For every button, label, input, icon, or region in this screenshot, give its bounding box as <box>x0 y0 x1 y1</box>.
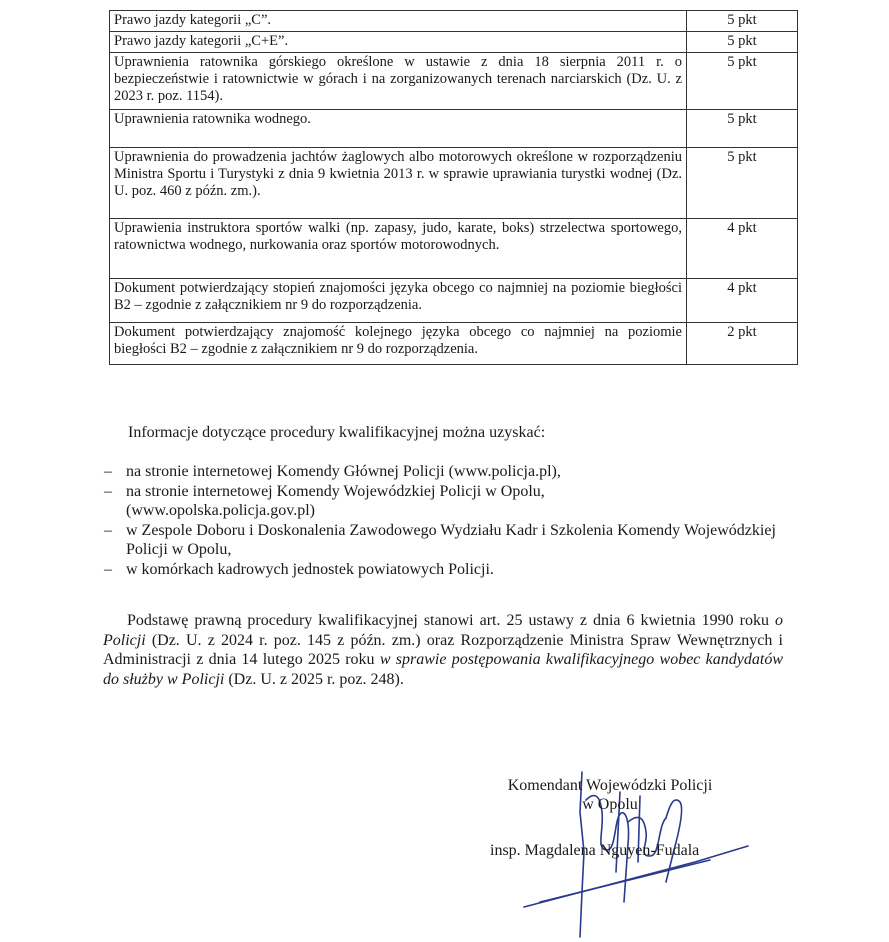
list-item <box>104 560 784 580</box>
qualification-points: 4 pkt <box>687 219 798 279</box>
list-dash: – <box>104 560 112 578</box>
qualifications-table <box>109 10 798 365</box>
table-row <box>110 53 798 110</box>
qualification-points: 5 pkt <box>687 148 798 219</box>
info-sources-list <box>104 462 784 579</box>
qualification-description: Uprawienia instruktora sportów walki (np. zapasy, judo, karate, boks) strzelectwa sportowego, ratownictwa wodnego, nurkowania oraz sportów motorowodnych. <box>110 219 687 279</box>
qualification-description: Uprawnienia ratownika wodnego. <box>110 110 687 148</box>
list-dash: – <box>104 521 112 539</box>
list-dash: – <box>104 463 112 480</box>
qualification-points: 5 pkt <box>687 11 798 32</box>
qualification-description: Prawo jazdy kategorii „C”. <box>110 11 687 32</box>
table-row <box>110 11 798 32</box>
qualification-description: Uprawnienia do prowadzenia jachtów żaglowych albo motorowych określone w rozporządzeniu Ministra Sportu i Turystyki z dnia 9 kwietnia 2013 r. w sprawie uprawiania turystki wodnej (Dz. U. poz. 460 z późn. zm.). <box>110 148 687 219</box>
list-item <box>104 521 784 560</box>
qualification-points: 5 pkt <box>687 53 798 110</box>
list-item-text: w Zespole Doboru i Doskonalenia Zawodowego Wydziału Kadr i Szkolenia Komendy Wojewódzkiej Policji w Opolu, <box>126 521 776 558</box>
legal-basis-paragraph <box>103 611 783 689</box>
list-item-text: w komórkach kadrowych jednostek powiatowych Policji. <box>126 560 494 578</box>
qualification-description: Prawo jazdy kategorii „C+E”. <box>110 32 687 53</box>
signatory-title <box>490 776 730 814</box>
list-item-text: na stronie internetowej Komendy Wojewódzkiej Policji w Opolu, (www.opolska.policja.gov.pl) <box>126 482 545 519</box>
qualification-description: Uprawnienia ratownika górskiego określone w ustawie z dnia 18 sierpnia 2011 r. o bezpieczeństwie i ratownictwie w górach i na zorganizowanych terenach narciarskich (Dz. U. z 2023 r. poz. 1154). <box>110 53 687 110</box>
qualification-points: 5 pkt <box>687 32 798 53</box>
list-item <box>104 482 784 521</box>
table-row <box>110 279 798 323</box>
list-dash: – <box>104 482 112 500</box>
signatory-title-line-2: w Opolu <box>582 796 638 813</box>
legal-basis-text-1: Podstawę prawną procedury kwalifikacyjnej stanowi art. 25 ustawy z dnia 6 kwietnia 1990 roku <box>127 612 775 629</box>
legal-basis-act-title: o Policji <box>103 612 783 649</box>
qualification-description: Dokument potwierdzający znajomość kolejnego języka obcego co najmniej na poziomie biegłości B2 – zgodnie z załącznikiem nr 9 do rozporządzenia. <box>110 323 687 365</box>
table-row <box>110 32 798 53</box>
table-row <box>110 219 798 279</box>
signatory-title-line-1: Komendant Wojewódzki Policji <box>507 777 713 794</box>
qualification-points: 4 pkt <box>687 279 798 323</box>
legal-basis-text-2: (Dz. U. z 2024 r. poz. 145 z późn. zm.) oraz Rozporządzenie Ministra Spraw Wewnętrznych i Administracji z dnia 14 lutego 2025 roku <box>103 631 783 668</box>
qualifications-table-body <box>110 11 798 365</box>
table-row <box>110 110 798 148</box>
signatory-name: insp. Magdalena Nguyen-Fudala <box>490 842 700 859</box>
qualification-points: 2 pkt <box>687 323 798 365</box>
qualification-description: Dokument potwierdzający stopień znajomości języka obcego co najmniej na poziomie biegłości B2 – zgodnie z załącznikiem nr 9 do rozporządzenia. <box>110 279 687 323</box>
table-row <box>110 323 798 365</box>
qualification-points: 5 pkt <box>687 110 798 148</box>
info-intro: Informacje dotyczące procedury kwalifikacyjnej można uzyskać: <box>128 424 546 441</box>
table-row <box>110 148 798 219</box>
list-item <box>104 462 784 482</box>
legal-basis-text-3: (Dz. U. z 2025 r. poz. 248). <box>224 670 404 688</box>
list-item-text: na stronie internetowej Komendy Głównej Policji (www.policja.pl), <box>126 463 561 480</box>
legal-basis-regulation-title: w sprawie postępowania kwalifikacyjnego wobec kandydatów do służby w Policji <box>103 651 783 688</box>
